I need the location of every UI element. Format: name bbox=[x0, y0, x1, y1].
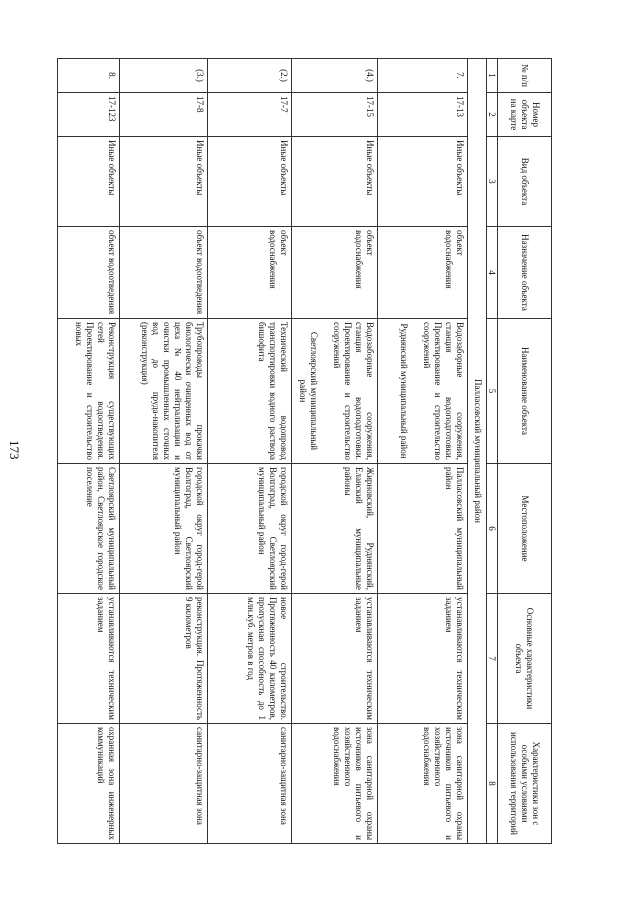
row-name-text: Водозаборные сооружения, станция водоподготовки. Проектирование и строительство сооружений bbox=[332, 322, 375, 460]
row-location: Жирновский, Руднянский, Еланский муниципальные районы bbox=[292, 464, 378, 594]
header-purpose: Назначение объекта bbox=[498, 227, 552, 319]
row-zones: зона санитарной охраны источников питьевого и хозяйственного водоснабжения bbox=[378, 724, 468, 844]
header-name: Наименование объекта bbox=[498, 319, 552, 464]
header-map-number: Номер объекта на карте bbox=[498, 93, 552, 137]
header-no: № п/п bbox=[498, 59, 552, 93]
row-characteristics: устанавливаются техническим заданием bbox=[378, 594, 468, 724]
row-no: (4.) bbox=[292, 59, 378, 93]
table-row bbox=[208, 59, 292, 844]
row-name: Реконструкция существующих сетей водоотведения. Проектирование и строительство новых bbox=[58, 319, 120, 464]
row-name: Технический водопровод транспортировки водного раствора бишофита bbox=[208, 319, 292, 464]
row-no: 7. bbox=[378, 59, 468, 93]
row-zones: санитарно-защитная зона bbox=[208, 724, 292, 844]
row-characteristics: реконструкция. Протяженность 9 километров bbox=[120, 594, 208, 724]
table-row bbox=[58, 59, 120, 844]
column-number: 8 bbox=[487, 724, 498, 844]
row-name bbox=[378, 319, 468, 464]
row-name-text: Водозаборные сооружения, станция водоподготовки. Проектирование и строительство сооружений bbox=[422, 322, 465, 460]
row-characteristics: устанавливаются техническим заданием bbox=[292, 594, 378, 724]
page-number: 173 bbox=[7, 440, 22, 460]
row-zones: зона санитарной охраны источников питьевого и хозяйственного водоснабжения bbox=[292, 724, 378, 844]
row-name bbox=[292, 319, 378, 464]
row-zones: охранная зона инженерных коммуникаций bbox=[58, 724, 120, 844]
row-kind: Иные объекты bbox=[58, 137, 120, 227]
column-number: 3 bbox=[487, 137, 498, 227]
table-row bbox=[292, 59, 378, 844]
column-number: 5 bbox=[487, 319, 498, 464]
column-number: 2 bbox=[487, 93, 498, 137]
column-number: 4 bbox=[487, 227, 498, 319]
row-purpose: объект водоснабжения bbox=[292, 227, 378, 319]
row-map-number: 17-15 bbox=[292, 93, 378, 137]
row-name: Трубопроводы прокачки биологически очищенных вод от цеха № 40 нейтрализации и очистки промышленных сточных вод до пруда-накопителя (реконструкция) bbox=[120, 319, 208, 464]
objects-table bbox=[57, 58, 552, 844]
row-no: 8. bbox=[58, 59, 120, 93]
row-kind: Иные объекты bbox=[208, 137, 292, 227]
row-zones: санитарно-защитная зона bbox=[120, 724, 208, 844]
row-characteristics: новое строительство. Протяженность 40 километров, пропускная способность до 1 млн.куб. метров в год bbox=[208, 594, 292, 724]
column-number: 7 bbox=[487, 594, 498, 724]
row-map-number: 17-7 bbox=[208, 93, 292, 137]
header-zones: Характеристики зон с особыми условиями использования территорий bbox=[498, 724, 552, 844]
row-no: (2.) bbox=[208, 59, 292, 93]
section-heading: Палласовский муниципальный район bbox=[468, 59, 487, 844]
row-map-number: 17-123 bbox=[58, 93, 120, 137]
table-row bbox=[120, 59, 208, 844]
row-location: Палласовский муниципальный район bbox=[378, 464, 468, 594]
header-object-kind: Вид объекта bbox=[498, 137, 552, 227]
table-row bbox=[378, 59, 468, 844]
row-location: городской округ город-герой Волгоград, Светлоярский муниципальный район bbox=[120, 464, 208, 594]
row-kind: Иные объекты bbox=[292, 137, 378, 227]
row-kind: Иные объекты bbox=[120, 137, 208, 227]
row-kind: Иные объекты bbox=[378, 137, 468, 227]
section-heading: Руднянский муниципальный район bbox=[399, 323, 409, 459]
row-purpose: объект водоотведения bbox=[120, 227, 208, 319]
row-map-number: 17-13 bbox=[378, 93, 468, 137]
section-heading: Светлоярский муниципальный район bbox=[298, 331, 319, 451]
row-purpose: объект водоснабжения bbox=[378, 227, 468, 319]
row-purpose: объект водоотведения bbox=[58, 227, 120, 319]
row-no: (3.) bbox=[120, 59, 208, 93]
row-map-number: 17-8 bbox=[120, 93, 208, 137]
row-characteristics: устанавливаются техническим заданием bbox=[58, 594, 120, 724]
header-location: Местоположение bbox=[498, 464, 552, 594]
row-purpose: объект водоснабжения bbox=[208, 227, 292, 319]
row-location: городской округ город-герой Волгоград, Светлоярский муниципальный район bbox=[208, 464, 292, 594]
header-characteristics: Основные характеристики объекта bbox=[498, 594, 552, 724]
row-location: Светлоярский муниципальный район, Светлоярское городское поселение bbox=[58, 464, 120, 594]
column-number: 6 bbox=[487, 464, 498, 594]
column-number: 1 bbox=[487, 59, 498, 93]
